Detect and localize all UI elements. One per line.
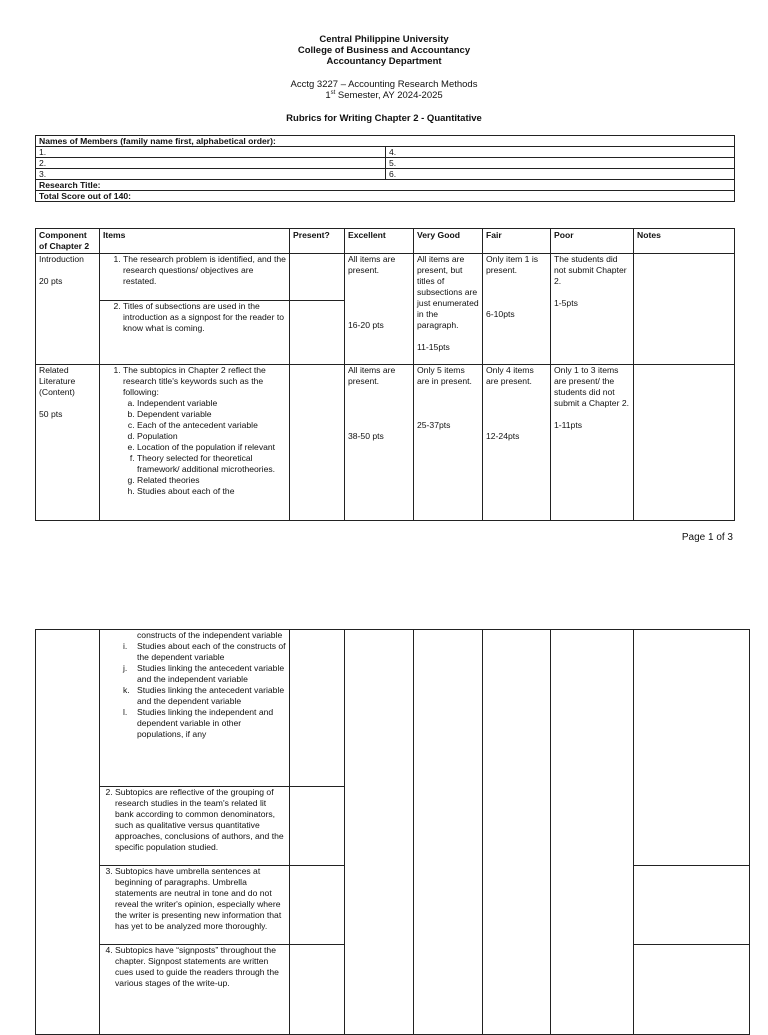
cont-present-2[interactable] (290, 786, 345, 865)
cont-component (36, 630, 100, 1035)
col-notes: Notes (634, 229, 735, 254)
member-slot[interactable]: 1. (36, 147, 386, 158)
cont-notes[interactable] (634, 630, 750, 866)
college-name: College of Business and Accountancy (297, 45, 471, 56)
member-slot[interactable]: 4. (386, 147, 735, 158)
cont-excellent (345, 630, 414, 1035)
related-fair: Only 4 items are present. 12-24pts (483, 365, 551, 521)
member-slot[interactable]: 2. (36, 158, 386, 169)
page-number: Page 1 of 3 (681, 532, 733, 543)
intro-present-2[interactable] (290, 301, 345, 365)
cont-item-2: 2. Subtopics are reflective of the grouping of research studies in the team's related lit bank according to common denominators, such as qualitative versus quantitative approaches, conclusions of authors, and the specific population studied. (100, 786, 290, 865)
cont-very-good (414, 630, 483, 1035)
intro-notes[interactable] (634, 254, 735, 365)
cont-item-3: 3. Subtopics have umbrella sentences at beginning of paragraphs. Umbrella statements are neutral in tone and do not reveal the writer's opinion, especially where the writer is presenting new information that has yet to be analyzed more thoroughly. (100, 866, 290, 945)
department-name: Accountancy Department (326, 56, 442, 67)
member-slot[interactable]: 6. (386, 169, 735, 180)
related-poor: Only 1 to 3 items are present/ the students did not submit a Chapter 2. 1-11pts (551, 365, 634, 521)
col-component: Component of Chapter 2 (36, 229, 100, 254)
subitem: e. Location of the population if relevant (137, 442, 286, 453)
intro-present-1[interactable] (290, 254, 345, 301)
subitem: a. Independent variable (137, 398, 286, 409)
document-header (0, 34, 768, 124)
intro-item-1: 1. The research problem is identified, and the research questions/ objectives are restated. (100, 254, 290, 301)
subitem: b. Dependent variable (137, 409, 286, 420)
research-title-field[interactable]: Research Title: (36, 180, 735, 191)
subitem: k. Studies linking the antecedent variable and the dependent variable (123, 685, 285, 706)
cont-notes-4[interactable] (634, 945, 750, 1035)
col-items: Items (100, 229, 290, 254)
university-name: Central Philippine University (319, 34, 449, 45)
cont-notes-3[interactable] (634, 866, 750, 945)
intro-item-2: 2. Titles of subsections are used in the introduction as a signpost for the reader to know what is coming. (100, 301, 290, 365)
intro-fair: Only item 1 is present. 6-10pts (483, 254, 551, 365)
col-very-good: Very Good (414, 229, 483, 254)
members-table (35, 135, 735, 202)
cont-item-4: 4. Subtopics have “signposts” throughout the chapter. Signpost statements are written cues used to guide the readers through the various stages of the write-up. (100, 945, 290, 1035)
semester-line: 1st Semester, AY 2024-2025 (325, 89, 443, 101)
intro-poor: The students did not submit Chapter 2. 1-5pts (551, 254, 634, 365)
subitem: h. Studies about each of the (137, 486, 286, 497)
subitem: d. Population (137, 431, 286, 442)
subitem: f. Theory selected for theoretical framework/ additional microtheories. (137, 453, 286, 475)
related-present-1[interactable] (290, 365, 345, 521)
member-slot[interactable]: 5. (386, 158, 735, 169)
cont-present-4[interactable] (290, 945, 345, 1035)
col-excellent: Excellent (345, 229, 414, 254)
course-title: Acctg 3227 – Accounting Research Methods (290, 79, 478, 90)
continuation-table (35, 629, 750, 1035)
members-heading: Names of Members (family name first, alphabetical order): (36, 136, 735, 147)
total-score-field[interactable]: Total Score out of 140: (36, 191, 735, 202)
subitem: i. Studies about each of the constructs of the dependent variable (123, 641, 286, 662)
col-present: Present? (290, 229, 345, 254)
member-slot[interactable]: 3. (36, 169, 386, 180)
related-component: Related Literature (Content) 50 pts (36, 365, 100, 521)
cont-poor (551, 630, 634, 1035)
cont-item-1: constructs of the independent variable i. Studies about each of the constructs of the dependent variable j. Studies linking the antecedent variable and the independent variable k. Studies linking the antecedent variable and the dependent variable l. Studies linking the independent and dependent variable in other populations, if any (100, 630, 290, 787)
rubric-title: Rubrics for Writing Chapter 2 - Quantitative (286, 113, 482, 124)
rubric-table (35, 228, 735, 521)
col-poor: Poor (551, 229, 634, 254)
intro-very-good: All items are present, but titles of subsections are just enumerated in the paragraph. 11-15pts (414, 254, 483, 365)
related-excellent: All items are present. 38-50 pts (345, 365, 414, 521)
subitem: c. Each of the antecedent variable (137, 420, 286, 431)
col-fair: Fair (483, 229, 551, 254)
subitem: j. Studies linking the antecedent variable and the independent variable (123, 663, 285, 684)
related-very-good: Only 5 items are in present. 25-37pts (414, 365, 483, 521)
cont-present-1[interactable] (290, 630, 345, 787)
related-notes[interactable] (634, 365, 735, 521)
related-item-1: 1. The subtopics in Chapter 2 reflect the research title's keywords such as the following: a. Independent variable b. Dependent variable c. Each of the antecedent variable d. Population e. Location of the population if relevant f. Theory selected for theoretical framework/ additional microtheories. g. Related theories h. Studies about each of the (100, 365, 290, 521)
intro-component: Introduction 20 pts (36, 254, 100, 365)
cont-present-3[interactable] (290, 866, 345, 945)
cont-fair (483, 630, 551, 1035)
subitem: g. Related theories (137, 475, 286, 486)
subitem: l. Studies linking the independent and dependent variable in other populations, if any (123, 707, 274, 739)
intro-excellent: All items are present. 16-20 pts (345, 254, 414, 365)
